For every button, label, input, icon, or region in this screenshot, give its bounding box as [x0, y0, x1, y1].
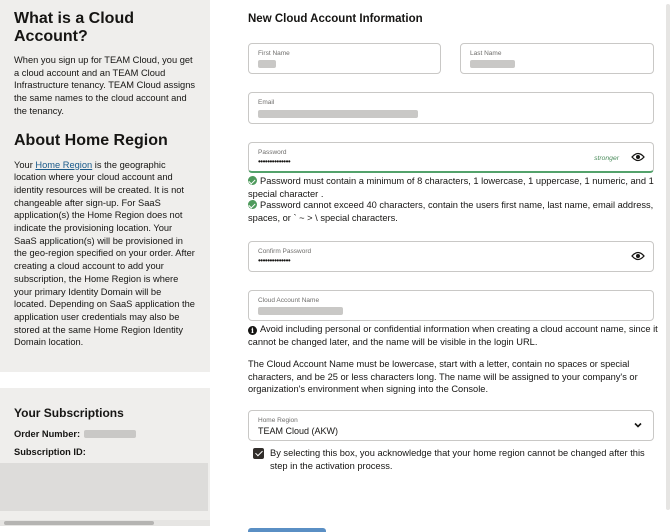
home-region-label: Home Region: [258, 417, 298, 424]
confirm-password-label: Confirm Password: [258, 248, 312, 255]
next-button[interactable]: [248, 528, 326, 532]
account-name-info: [248, 323, 668, 348]
password-rule-1: [248, 175, 663, 200]
confirm-password-field[interactable]: [248, 241, 654, 272]
order-number-redacted: [84, 430, 136, 438]
acknowledge-checkbox[interactable]: [253, 448, 264, 459]
cloud-account-heading: What is a Cloud Account?: [14, 10, 134, 45]
first-name-field[interactable]: [248, 43, 441, 74]
email-field[interactable]: [248, 92, 654, 124]
scrollbar-thumb[interactable]: [4, 521, 154, 525]
region-text-body: is the geographic location where your cloud account and identity resources will be created. It is not changeable after sign-up. For SaaS application(s) the Home Region does not indicate the provisioning location. Your SaaS application(s) will be provisioned in the geo-region specified on your order. After creating a cloud account to add your subscription, the Home Region is where your primary Identity Domain will be located. Depending on SaaS application the application user credentials may also be stored at the same Home Region Identity Domain location.: [14, 159, 195, 348]
check-circle-icon: [248, 176, 257, 185]
subscriptions-heading: Your Subscriptions: [14, 406, 124, 420]
subscription-details-redacted: [0, 463, 208, 511]
confirm-password-value: ••••••••••••••: [258, 256, 291, 265]
first-name-label: First Name: [258, 50, 290, 57]
password-field[interactable]: [248, 142, 654, 173]
account-name-rules: The Cloud Account Name must be lowercase, start with a letter, contain no spaces or special characters, and be 25 or less characters long. The name will be assigned to your company's or organization's environment when signing into the Console.: [248, 359, 638, 394]
horizontal-scrollbar[interactable]: [0, 520, 210, 526]
info-card: [0, 0, 210, 372]
info-sidebar: [0, 0, 228, 532]
vertical-scrollbar[interactable]: [666, 4, 670, 510]
last-name-label: Last Name: [470, 50, 502, 57]
home-region-link[interactable]: Home Region: [35, 159, 93, 170]
home-region-value: TEAM Cloud (AKW): [258, 426, 339, 436]
account-form: [228, 0, 671, 532]
info-circle-icon: i: [248, 326, 257, 335]
password-value: ••••••••••••••: [258, 157, 291, 166]
check-circle-icon: [248, 200, 257, 209]
email-label: Email: [258, 99, 275, 106]
email-redacted: [258, 110, 418, 118]
order-number-label: Order Number:: [14, 429, 81, 439]
password-rule-1-text: Password must contain a minimum of 8 characters, 1 lowercase, 1 uppercase, 1 numeric, and 1 special character .: [248, 176, 654, 199]
subscription-id-label: Subscription ID:: [14, 447, 86, 457]
chevron-down-icon[interactable]: [633, 420, 643, 430]
region-text-prefix: Your: [14, 159, 36, 170]
cloud-account-name-label: Cloud Account Name: [258, 297, 320, 304]
cloud-account-text: When you sign up for TEAM Cloud, you get a cloud account and an TEAM Cloud Infrastructure tenancy. TEAM Cloud assigns the same names to the cloud account and the tenancy.: [14, 55, 196, 116]
password-label: Password: [258, 149, 287, 156]
password-rule-2: [248, 199, 668, 224]
password-rule-2-text: Password cannot exceed 40 characters, contain the users first name, last name, email address, spaces, or ` ~ > \ special characters.: [248, 200, 654, 223]
last-name-redacted: [470, 60, 515, 68]
subscription-id-row: [14, 447, 196, 457]
order-number-row: [14, 429, 196, 439]
home-region-select[interactable]: [248, 410, 654, 441]
cloud-account-name-field[interactable]: [248, 290, 654, 321]
home-region-heading: About Home Region: [14, 131, 168, 149]
acknowledge-text: By selecting this box, you acknowledge that your home region cannot be changed after this step in the activation process.: [270, 448, 645, 471]
eye-icon[interactable]: [631, 152, 645, 162]
password-strength: stronger: [594, 155, 619, 162]
cloud-account-name-redacted: [258, 307, 343, 315]
account-name-info-text: Avoid including personal or confidential information when creating a cloud account name, since it cannot be changed later, and the name will be visible in the login URL.: [248, 324, 658, 347]
last-name-field[interactable]: [460, 43, 654, 74]
eye-icon[interactable]: [631, 251, 645, 261]
form-title: New Cloud Account Information: [248, 13, 423, 25]
home-region-text: [14, 159, 196, 350]
first-name-redacted: [258, 60, 276, 68]
